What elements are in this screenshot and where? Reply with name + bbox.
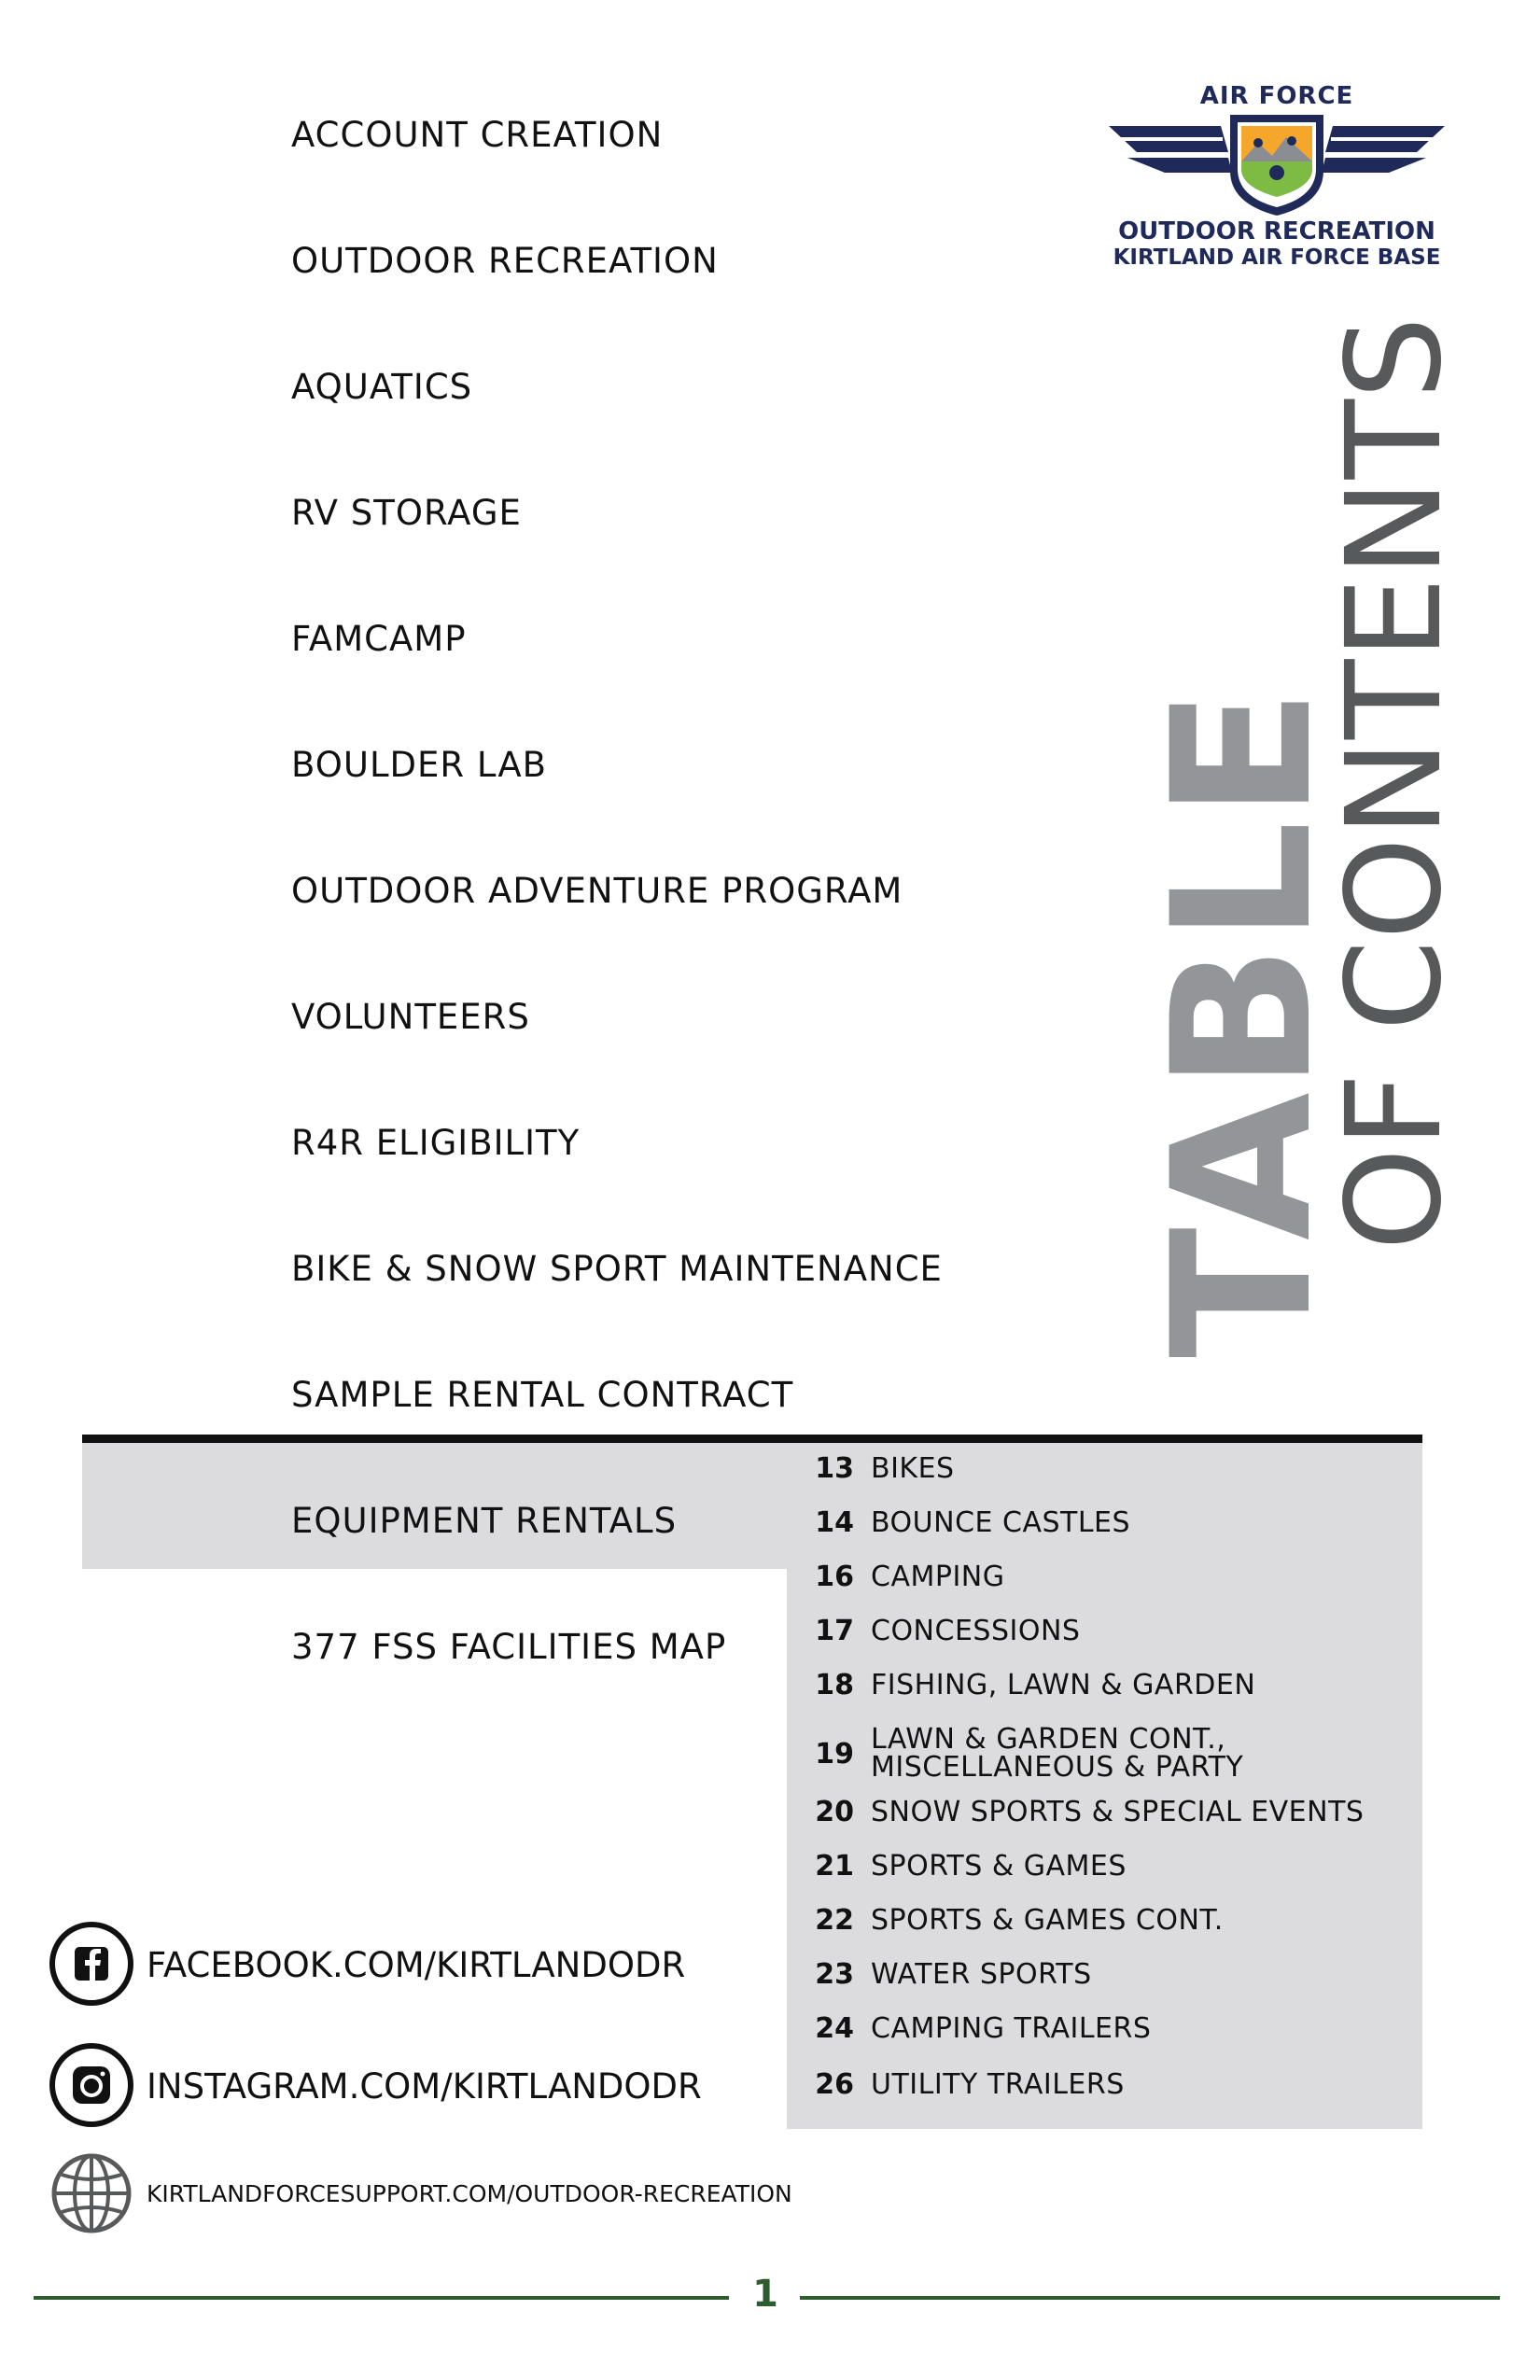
rental-entry[interactable] [787, 1786, 1422, 1841]
toc-entry[interactable] [0, 84, 1027, 205]
rental-page-number: 24 [815, 2012, 854, 2045]
facebook-icon [49, 1921, 134, 2007]
rental-page-number: 19 [815, 1738, 854, 1771]
rental-label: SNOW SPORTS & SPECIAL EVENTS [871, 1796, 1365, 1828]
rental-label: UTILITY TRAILERS [871, 2068, 1125, 2101]
globe-icon [49, 2150, 134, 2236]
toc-label: EQUIPMENT RENTALS [291, 1501, 678, 1541]
instagram-icon [49, 2042, 134, 2128]
toc-entry[interactable] [0, 588, 1027, 709]
rental-label: BOUNCE CASTLES [871, 1506, 1131, 1539]
toc-entry-equipment-rentals[interactable] [0, 1470, 1027, 1591]
instagram-link[interactable] [49, 2042, 758, 2135]
logo-wings-emblem-icon [1109, 115, 1445, 217]
instagram-url[interactable]: INSTAGRAM.COM/KIRTLANDODR [147, 2066, 702, 2107]
toc-label: R4R ELIGIBILITY [291, 1123, 581, 1163]
toc-label: 377 FSS FACILITIES MAP [291, 1627, 727, 1667]
rental-page-number: 23 [815, 1958, 854, 1991]
toc-entry[interactable] [0, 966, 1027, 1087]
rental-label: CAMPING TRAILERS [871, 2012, 1152, 2045]
toc-label: BIKE & SNOW SPORT MAINTENANCE [291, 1249, 943, 1289]
rental-page-number: 17 [815, 1615, 854, 1647]
toc-entry[interactable] [0, 210, 1027, 331]
rental-label: CONCESSIONS [871, 1615, 1081, 1647]
rental-entry[interactable] [787, 1714, 1422, 1784]
facebook-url[interactable]: FACEBOOK.COM/KIRTLANDODR [147, 1945, 686, 1985]
title-of-contents: OF CONTENTS [1319, 316, 1471, 1251]
toc-entry[interactable] [0, 1218, 1027, 1339]
toc-label: BOULDER LAB [291, 745, 548, 785]
toc-label: RV STORAGE [291, 493, 522, 533]
rental-page-number: 14 [815, 1506, 854, 1539]
logo-outdoor-recreation-text: OUTDOOR RECREATION [1118, 217, 1435, 245]
toc-entry[interactable] [0, 336, 1027, 457]
facebook-link[interactable] [49, 1921, 758, 2014]
rental-label: LAWN & GARDEN CONT., [871, 1723, 1226, 1756]
rental-page-number: 13 [815, 1452, 854, 1485]
toc-entry[interactable] [0, 462, 1027, 583]
toc-label: OUTDOOR ADVENTURE PROGRAM [291, 871, 903, 911]
website-url[interactable]: KIRTLANDFORCESUPPORT.COM/OUTDOOR-RECREATION [147, 2180, 792, 2207]
rental-label: BIKES [871, 1452, 955, 1485]
toc-entry[interactable] [0, 1344, 1027, 1465]
rental-page-number: 21 [815, 1850, 854, 1883]
rental-page-number: 26 [815, 2068, 854, 2101]
toc-entry[interactable] [0, 840, 1027, 961]
footer-rule-left [34, 2296, 729, 2300]
toc-label: OUTDOOR RECREATION [291, 241, 719, 281]
rental-entry[interactable] [787, 1949, 1422, 2003]
rental-label: SPORTS & GAMES [871, 1850, 1127, 1883]
title-table: TABLE [1132, 686, 1354, 1358]
rental-page-number: 22 [815, 1904, 854, 1937]
rental-label: SPORTS & GAMES CONT. [871, 1904, 1224, 1937]
logo-air-force-text: AIR FORCE [1199, 82, 1354, 110]
toc-label: SAMPLE RENTAL CONTRACT [291, 1375, 794, 1415]
toc-entry[interactable] [0, 1092, 1027, 1213]
logo-kirtland-text: KIRTLAND AIR FORCE BASE [1113, 245, 1441, 270]
rental-page-number: 20 [815, 1796, 854, 1828]
rental-label: CAMPING [871, 1561, 1005, 1593]
toc-entry[interactable] [0, 1596, 1027, 1717]
rental-label: WATER SPORTS [871, 1958, 1092, 1991]
website-link[interactable] [49, 2150, 851, 2244]
toc-entry[interactable] [0, 714, 1027, 835]
rental-page-number: 16 [815, 1561, 854, 1593]
rental-page-number: 18 [815, 1669, 854, 1701]
toc-label: FAMCAMP [291, 619, 467, 659]
rental-label: FISHING, LAWN & GARDEN [871, 1669, 1256, 1701]
page-number: 1 [752, 2273, 778, 2316]
rental-label-continued: MISCELLANEOUS & PARTY [871, 1751, 1244, 1784]
footer-rule-right [800, 2296, 1500, 2300]
rental-entry[interactable] [787, 1895, 1422, 1949]
rental-entry[interactable] [787, 1841, 1422, 1895]
rental-entry[interactable] [787, 2003, 1422, 2057]
rental-entry[interactable] [787, 2059, 1422, 2113]
air-force-outdoor-recreation-logo [1104, 82, 1449, 278]
toc-label: ACCOUNT CREATION [291, 115, 664, 155]
toc-label: AQUATICS [291, 367, 473, 407]
toc-label: VOLUNTEERS [291, 997, 530, 1037]
